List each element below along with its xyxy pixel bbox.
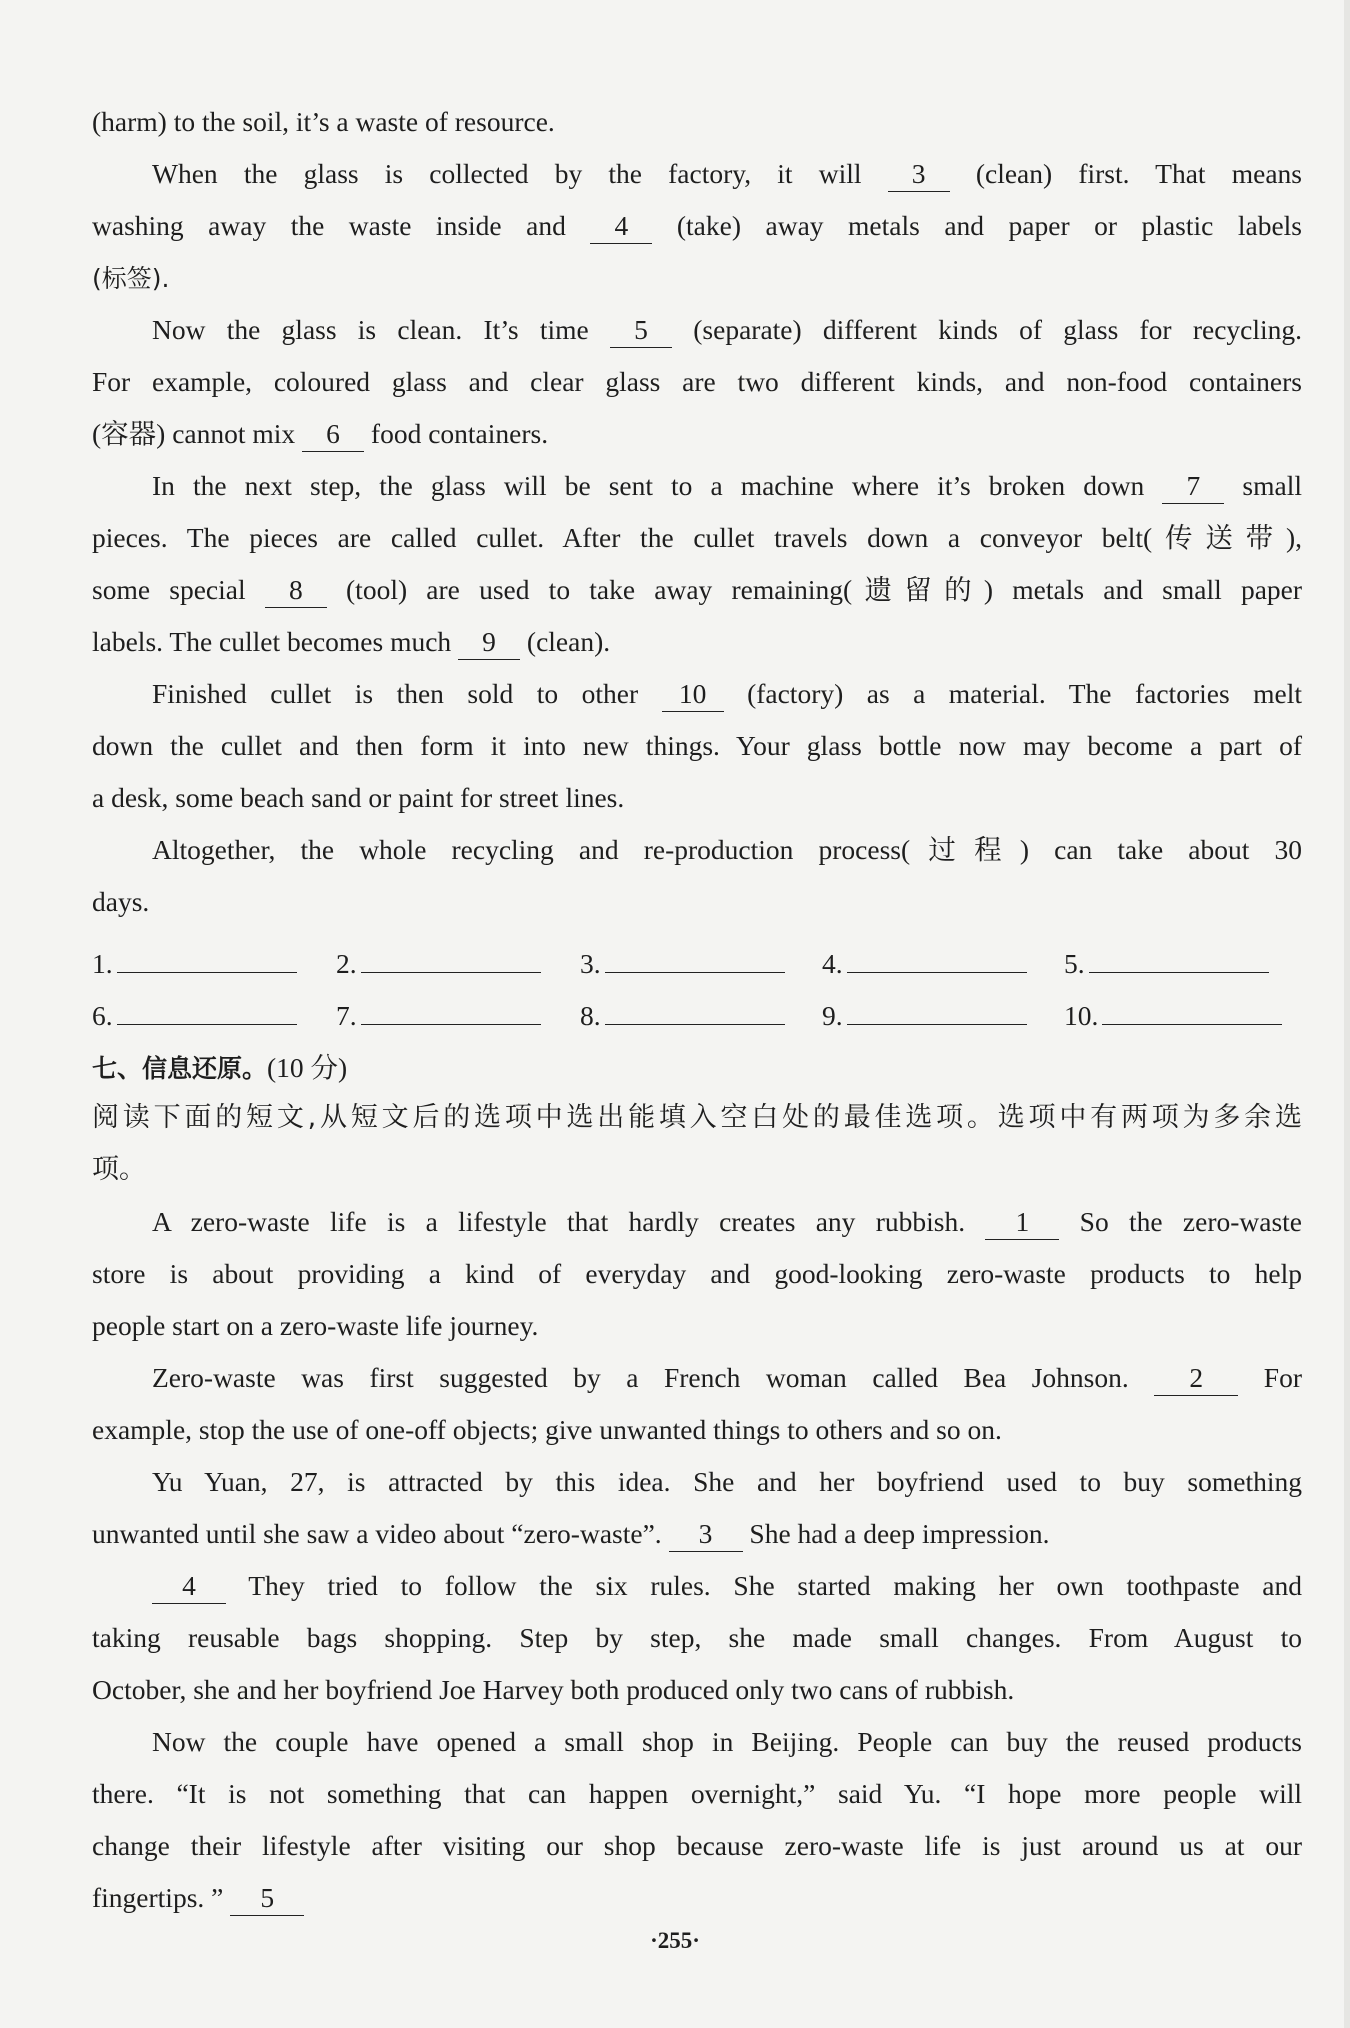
answer-slot-8[interactable]: 8. <box>580 994 785 1036</box>
text-line: fingertips. ” 5 <box>92 1878 1302 1918</box>
text-line: In the next step, the glass will be sent to a machine where it’s broken down 7 small <box>152 466 1302 506</box>
answer-slot-1[interactable]: 1. <box>92 942 297 984</box>
text-line: a desk, some beach sand or paint for street lines. <box>92 782 625 813</box>
text-line: (容器) cannot mix 6 food containers. <box>92 414 1302 454</box>
answer-line[interactable] <box>847 994 1027 1025</box>
text-line: (标签). <box>92 264 170 293</box>
answer-row-1 <box>92 942 1312 982</box>
answer-blank-9[interactable]: 9 <box>458 627 520 660</box>
text-line: Yu Yuan, 27, is attracted by this idea. She and her boyfriend used to buy something <box>152 1466 1302 1497</box>
text-line: Altogether, the whole recycling and re-production process(过程) can take about 30 <box>152 834 1302 865</box>
instructions: 阅读下面的短文,从短文后的选项中选出能填入空白处的最佳选项。选项中有两项为多余选 <box>92 1102 1302 1133</box>
answer-slot-10[interactable]: 10. <box>1064 994 1282 1036</box>
option-blank-5[interactable]: 5 <box>230 1883 304 1916</box>
section-heading: 七、信息还原。(10 分) <box>92 1052 348 1083</box>
text-line: A zero-waste life is a lifestyle that hardly creates any rubbish. 1 So the zero-waste <box>152 1202 1302 1242</box>
instructions: 项。 <box>92 1154 146 1185</box>
answer-blank-6[interactable]: 6 <box>302 419 364 452</box>
text-line: Zero-waste was first suggested by a French woman called Bea Johnson. 2 For <box>152 1358 1302 1398</box>
option-blank-4[interactable]: 4 <box>152 1571 226 1604</box>
answer-blank-3[interactable]: 3 <box>888 159 950 192</box>
page-number: ·255· <box>650 1928 700 1953</box>
answer-blank-8[interactable]: 8 <box>265 575 327 608</box>
answer-slot-9[interactable]: 9. <box>822 994 1027 1036</box>
answer-blank-7[interactable]: 7 <box>1162 471 1224 504</box>
text-line: days. <box>92 886 150 917</box>
text-line: Finished cullet is then sold to other 10 (factory) as a material. The factories melt <box>152 674 1302 714</box>
page-edge-shadow <box>1344 0 1350 2028</box>
option-blank-2[interactable]: 2 <box>1154 1363 1238 1396</box>
answer-slot-6[interactable]: 6. <box>92 994 297 1036</box>
text-line: taking reusable bags shopping. Step by step, she made small changes. From August to <box>92 1622 1302 1653</box>
text-line: example, stop the use of one-off objects; give unwanted things to others and so on. <box>92 1414 1002 1445</box>
answer-blank-4[interactable]: 4 <box>590 211 652 244</box>
answer-line[interactable] <box>605 994 785 1025</box>
option-blank-3[interactable]: 3 <box>669 1519 743 1552</box>
text-line: store is about providing a kind of everyday and good-looking zero-waste products to help <box>92 1258 1302 1289</box>
text-line: When the glass is collected by the factory, it will 3 (clean) first. That means <box>152 154 1302 194</box>
answer-line[interactable] <box>361 994 541 1025</box>
text-line: 4 They tried to follow the six rules. She started making her own toothpaste and <box>152 1566 1302 1606</box>
answer-line[interactable] <box>117 994 297 1025</box>
text-line: labels. The cullet becomes much 9 (clean). <box>92 622 1302 662</box>
answer-line[interactable] <box>847 942 1027 973</box>
text-line: there. “It is not something that can happen overnight,” said Yu. “I hope more people will <box>92 1778 1302 1809</box>
text-line: For example, coloured glass and clear glass are two different kinds, and non-food containers <box>92 366 1302 397</box>
answer-slot-2[interactable]: 2. <box>336 942 541 984</box>
answer-slot-4[interactable]: 4. <box>822 942 1027 984</box>
answer-line[interactable] <box>361 942 541 973</box>
text-line: October, she and her boyfriend Joe Harvey both produced only two cans of rubbish. <box>92 1674 1015 1705</box>
answer-slot-5[interactable]: 5. <box>1064 942 1269 984</box>
answer-slot-3[interactable]: 3. <box>580 942 785 984</box>
text-line: people start on a zero-waste life journey. <box>92 1310 539 1341</box>
text-line: unwanted until she saw a video about “zero-waste”. 3 She had a deep impression. <box>92 1514 1302 1554</box>
text-line: pieces. The pieces are called cullet. After the cullet travels down a conveyor belt(传送带), <box>92 522 1302 553</box>
answer-blank-5[interactable]: 5 <box>610 315 672 348</box>
text-line: (harm) to the soil, it’s a waste of resource. <box>92 106 555 137</box>
text-line: Now the glass is clean. It’s time 5 (separate) different kinds of glass for recycling. <box>152 310 1302 350</box>
answer-row-2 <box>92 994 1312 1034</box>
option-blank-1[interactable]: 1 <box>985 1207 1059 1240</box>
text-line: Now the couple have opened a small shop in Beijing. People can buy the reused products <box>152 1726 1302 1757</box>
answer-line[interactable] <box>1102 994 1282 1025</box>
answer-line[interactable] <box>117 942 297 973</box>
text-line: change their lifestyle after visiting our shop because zero-waste life is just around us at our <box>92 1830 1302 1861</box>
answer-blank-10[interactable]: 10 <box>662 679 724 712</box>
text-line: some special 8 (tool) are used to take away remaining(遗留的) metals and small paper <box>92 570 1302 610</box>
answer-slot-7[interactable]: 7. <box>336 994 541 1036</box>
answer-line[interactable] <box>1089 942 1269 973</box>
text-line: down the cullet and then form it into new things. Your glass bottle now may become a part of <box>92 730 1302 761</box>
text-line: washing away the waste inside and 4 (take) away metals and paper or plastic labels <box>92 206 1302 246</box>
answer-line[interactable] <box>605 942 785 973</box>
